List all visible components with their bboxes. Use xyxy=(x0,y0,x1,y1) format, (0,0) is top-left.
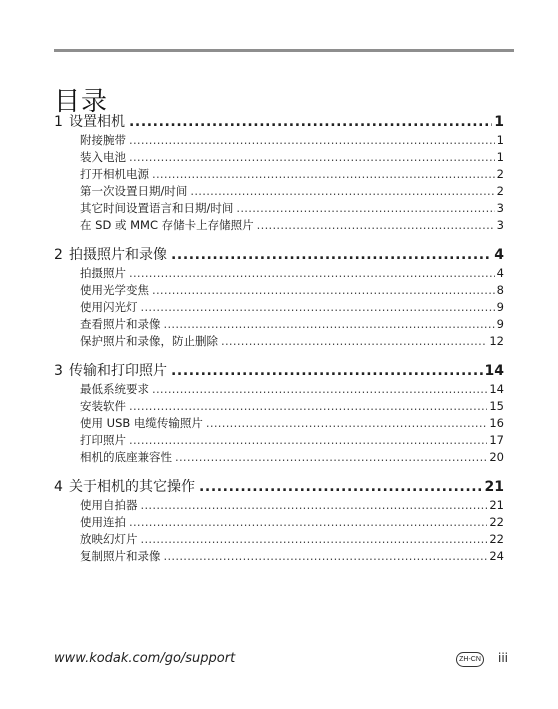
toc-entry[interactable] xyxy=(54,265,504,282)
toc-entry[interactable] xyxy=(54,497,504,514)
section-page-number: 14 xyxy=(484,363,504,379)
entry-title: 最低系统要求 xyxy=(80,382,149,396)
toc-section-heading[interactable] xyxy=(54,112,504,132)
toc-entry[interactable] xyxy=(54,333,504,350)
toc-entry[interactable] xyxy=(54,282,504,299)
entry-page-number: 1 xyxy=(496,133,504,147)
dot-leader xyxy=(129,432,487,449)
dot-leader xyxy=(129,132,495,149)
entry-title: 在 SD 或 MMC 存储卡上存储照片 xyxy=(80,218,254,232)
dot-leader xyxy=(152,381,487,398)
entry-title: 使用连拍 xyxy=(80,515,126,529)
section-page-number: 21 xyxy=(484,479,504,495)
entry-page-number: 21 xyxy=(489,498,504,512)
dot-leader xyxy=(236,200,494,217)
toc-entry[interactable] xyxy=(54,200,504,217)
dot-leader xyxy=(129,112,492,132)
toc-entry[interactable] xyxy=(54,432,504,449)
entry-page-number: 22 xyxy=(489,532,504,546)
top-rule xyxy=(54,49,514,52)
entry-page-number: 12 xyxy=(489,334,504,348)
entry-title: 使用光学变焦 xyxy=(80,283,149,297)
toc-entry[interactable] xyxy=(54,531,504,548)
entry-title: 使用自拍器 xyxy=(80,498,138,512)
dot-leader xyxy=(129,398,487,415)
entry-page-number: 4 xyxy=(496,266,504,280)
entry-page-number: 17 xyxy=(489,433,504,447)
toc-entry[interactable] xyxy=(54,449,504,466)
footer-url[interactable]: www.kodak.com/go/support xyxy=(54,651,236,666)
entry-title: 拍摄照片 xyxy=(80,266,126,280)
toc-entry[interactable] xyxy=(54,398,504,415)
entry-title: 附接腕带 xyxy=(80,133,126,147)
toc-section xyxy=(54,112,504,234)
toc-entry[interactable] xyxy=(54,132,504,149)
toc-section xyxy=(54,245,504,350)
dot-leader xyxy=(175,449,487,466)
dot-leader xyxy=(257,217,495,234)
toc-entry[interactable] xyxy=(54,217,504,234)
entry-title: 保护照片和录像，防止删除 xyxy=(80,334,218,348)
entry-page-number: 1 xyxy=(496,150,504,164)
entry-page-number: 14 xyxy=(489,382,504,396)
section-title: 关于相机的其它操作 xyxy=(69,479,195,495)
entry-page-number: 3 xyxy=(496,218,504,232)
entry-title: 打开相机电源 xyxy=(80,167,149,181)
dot-leader xyxy=(141,299,495,316)
dot-leader xyxy=(152,166,495,183)
toc-entry[interactable] xyxy=(54,166,504,183)
entry-title: 相机的底座兼容性 xyxy=(80,450,172,464)
page-title: 目录 xyxy=(54,87,109,118)
dot-leader xyxy=(152,282,495,299)
toc-section xyxy=(54,361,504,466)
toc-entry[interactable] xyxy=(54,299,504,316)
entry-page-number: 3 xyxy=(496,201,504,215)
entry-page-number: 20 xyxy=(489,450,504,464)
entry-title: 安装软件 xyxy=(80,399,126,413)
section-page-number: 4 xyxy=(494,247,504,263)
dot-leader xyxy=(129,265,495,282)
toc-section xyxy=(54,477,504,565)
toc-entry[interactable] xyxy=(54,415,504,432)
section-number: 2 xyxy=(54,247,63,263)
entry-title: 查看照片和录像 xyxy=(80,317,161,331)
entry-page-number: 24 xyxy=(489,549,504,563)
section-number: 3 xyxy=(54,363,63,379)
section-title: 设置相机 xyxy=(69,114,125,130)
entry-page-number: 15 xyxy=(489,399,504,413)
entry-title: 打印照片 xyxy=(80,433,126,447)
section-title: 拍摄照片和录像 xyxy=(69,247,167,263)
dot-leader xyxy=(199,477,483,497)
dot-leader xyxy=(221,333,487,350)
table-of-contents xyxy=(54,112,504,576)
toc-section-heading[interactable] xyxy=(54,245,504,265)
language-badge: ZH-CN xyxy=(456,652,484,667)
dot-leader xyxy=(164,548,488,565)
section-number: 1 xyxy=(54,114,63,130)
toc-section-heading[interactable] xyxy=(54,361,504,381)
entry-title: 使用闪光灯 xyxy=(80,300,138,314)
dot-leader xyxy=(190,183,494,200)
entry-title: 使用 USB 电缆传输照片 xyxy=(80,416,203,430)
entry-title: 其它时间设置语言和日期/时间 xyxy=(80,201,234,215)
entry-title: 复制照片和录像 xyxy=(80,549,161,563)
entry-page-number: 2 xyxy=(496,167,504,181)
entry-title: 装入电池 xyxy=(80,150,126,164)
dot-leader xyxy=(129,149,495,166)
toc-entry[interactable] xyxy=(54,514,504,531)
toc-section-heading[interactable] xyxy=(54,477,504,497)
entry-page-number: 8 xyxy=(496,283,504,297)
entry-title: 放映幻灯片 xyxy=(80,532,138,546)
page-number: iii xyxy=(498,651,509,665)
section-title: 传输和打印照片 xyxy=(69,363,167,379)
dot-leader xyxy=(129,514,487,531)
toc-entry[interactable] xyxy=(54,316,504,333)
section-page-number: 1 xyxy=(494,114,504,130)
toc-entry[interactable] xyxy=(54,548,504,565)
dot-leader xyxy=(164,316,495,333)
dot-leader xyxy=(171,361,483,381)
entry-page-number: 2 xyxy=(496,184,504,198)
dot-leader xyxy=(206,415,487,432)
toc-entry[interactable] xyxy=(54,183,504,200)
entry-page-number: 9 xyxy=(496,300,504,314)
dot-leader xyxy=(141,497,488,514)
entry-page-number: 22 xyxy=(489,515,504,529)
toc-entry[interactable] xyxy=(54,149,504,166)
dot-leader xyxy=(141,531,488,548)
section-number: 4 xyxy=(54,479,63,495)
entry-page-number: 9 xyxy=(496,317,504,331)
entry-title: 第一次设置日期/时间 xyxy=(80,184,188,198)
entry-page-number: 16 xyxy=(489,416,504,430)
dot-leader xyxy=(171,245,492,265)
toc-entry[interactable] xyxy=(54,381,504,398)
